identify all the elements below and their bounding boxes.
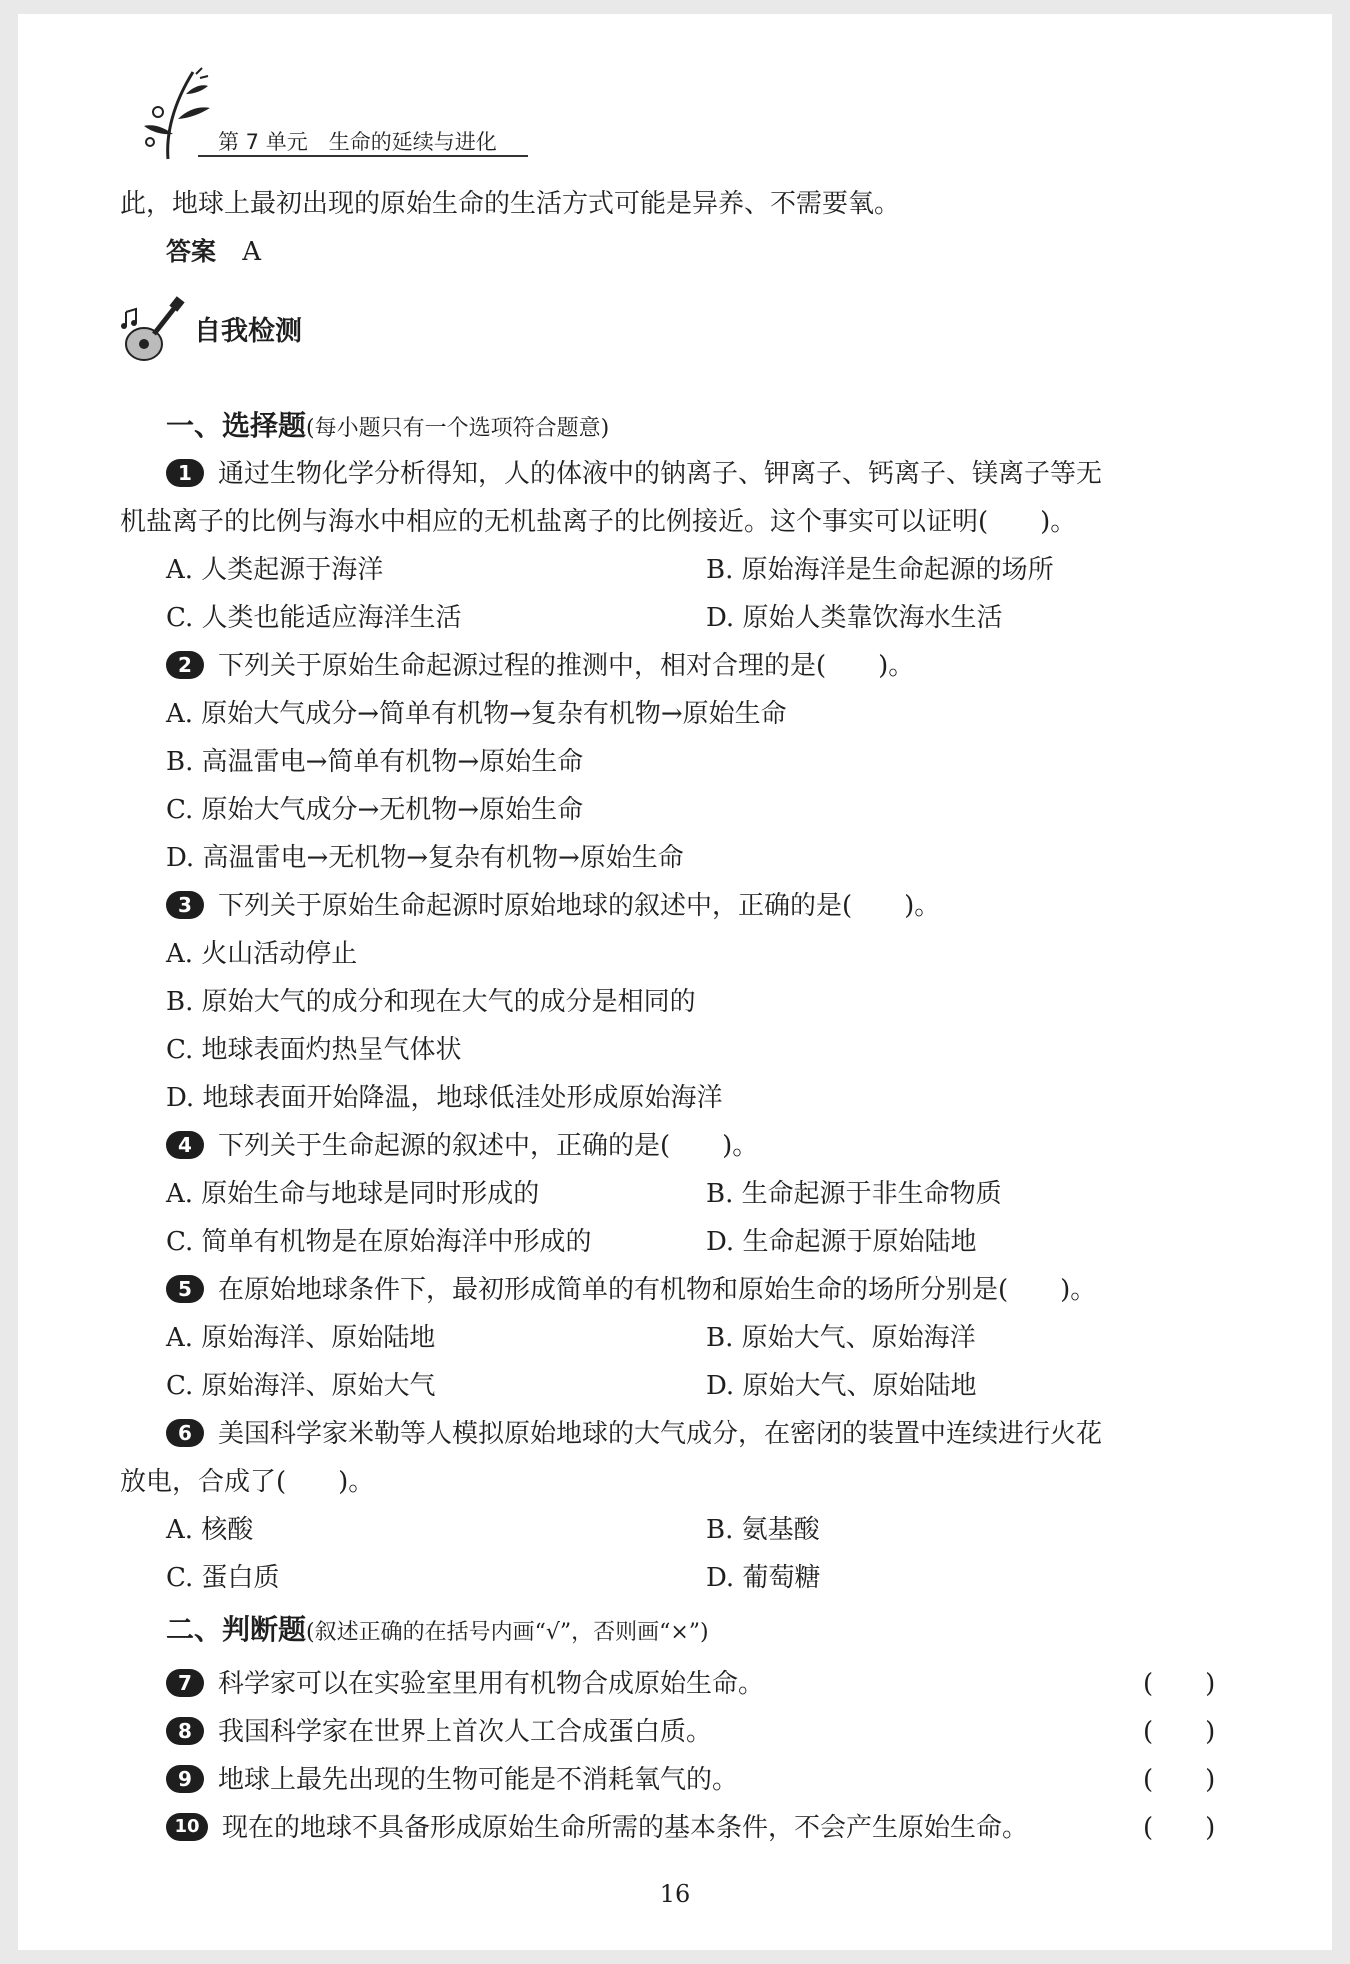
- unit-title: 生命的延续与进化: [328, 130, 497, 154]
- question-text: 通过生物化学分析得知，人的体液中的钠离子、钾离子、钙离子、镁离子等无: [218, 459, 1103, 489]
- option: A. 核酸: [166, 1515, 254, 1545]
- option: C. 地球表面灼热呈气体状: [166, 1035, 462, 1065]
- judgment-text: 地球上最先出现的生物可能是不消耗氧气的。: [218, 1765, 739, 1795]
- part1-heading: [166, 402, 609, 454]
- question-number-badge: 5: [166, 1275, 204, 1303]
- question-4: [166, 1122, 758, 1170]
- answer-blank[interactable]: ( ): [1143, 1669, 1216, 1699]
- question-number-badge: 8: [166, 1717, 204, 1745]
- part1-note: (每小题只有一个选项符合题意): [306, 416, 610, 441]
- judgment-10: [166, 1804, 1028, 1852]
- question-text: 美国科学家米勒等人模拟原始地球的大气成分，在密闭的装置中连续进行火花: [218, 1419, 1103, 1449]
- unit-label: 第 7 单元: [218, 130, 308, 154]
- option: B. 氨基酸: [706, 1515, 820, 1545]
- question-number-badge: 10: [166, 1813, 208, 1841]
- part2-note: (叙述正确的在括号内画“√”，否则画“×”): [306, 1620, 709, 1645]
- option: C. 蛋白质: [166, 1563, 280, 1593]
- answer-blank[interactable]: ( ): [1143, 1813, 1216, 1843]
- option: B. 原始海洋是生命起源的场所: [706, 555, 1054, 585]
- question-text: 下列关于原始生命起源时原始地球的叙述中，正确的是( )。: [218, 891, 941, 921]
- option: A. 原始生命与地球是同时形成的: [166, 1179, 540, 1209]
- option: A. 原始大气成分→简单有机物→复杂有机物→原始生命: [166, 699, 787, 729]
- question-number-badge: 1: [166, 459, 204, 487]
- option: A. 原始海洋、原始陆地: [166, 1323, 436, 1353]
- question-5: [166, 1266, 1096, 1314]
- question-text: 下列关于生命起源的叙述中，正确的是( )。: [218, 1131, 759, 1161]
- option: D. 地球表面开始降温，地球低洼处形成原始海洋: [166, 1083, 723, 1113]
- answer-blank[interactable]: ( ): [1143, 1765, 1216, 1795]
- answer-line: [166, 228, 261, 276]
- question-text: 下列关于原始生命起源过程的推测中，相对合理的是( )。: [218, 651, 915, 681]
- question-number-badge: 4: [166, 1131, 204, 1159]
- question-text-cont: 放电，合成了( )。: [120, 1467, 375, 1497]
- option: D. 原始大气、原始陆地: [706, 1371, 977, 1401]
- part2-heading: [166, 1606, 709, 1658]
- answer-value: A: [242, 237, 262, 267]
- part2-title: 二、判断题: [166, 1613, 307, 1646]
- question-number-badge: 2: [166, 651, 204, 679]
- option: C. 人类也能适应海洋生活: [166, 603, 462, 633]
- question-number-badge: 9: [166, 1765, 204, 1793]
- option: D. 原始人类靠饮海水生活: [706, 603, 1003, 633]
- option: D. 生命起源于原始陆地: [706, 1227, 977, 1257]
- page: [18, 14, 1332, 1950]
- judgment-text: 现在的地球不具备形成原始生命所需的基本条件，不会产生原始生命。: [222, 1813, 1029, 1843]
- option: C. 原始海洋、原始大气: [166, 1371, 436, 1401]
- option: A. 人类起源于海洋: [166, 555, 384, 585]
- intro-text: 此，地球上最初出现的原始生命的生活方式可能是异养、不需要氧。: [120, 189, 901, 219]
- option: A. 火山活动停止: [166, 939, 358, 969]
- option: B. 高温雷电→简单有机物→原始生命: [166, 747, 584, 777]
- judgment-text: 我国科学家在世界上首次人工合成蛋白质。: [218, 1717, 713, 1747]
- option: B. 生命起源于非生命物质: [706, 1179, 1002, 1209]
- judgment-9: [166, 1756, 738, 1804]
- question-6: [166, 1410, 1102, 1458]
- running-header: [218, 126, 497, 156]
- answer-label: 答案: [166, 237, 217, 266]
- judgment-8: [166, 1708, 712, 1756]
- option: C. 简单有机物是在原始海洋中形成的: [166, 1227, 592, 1257]
- page-number: 16: [659, 1880, 691, 1908]
- option: D. 高温雷电→无机物→复杂有机物→原始生命: [166, 843, 684, 873]
- question-number-badge: 6: [166, 1419, 204, 1447]
- question-text: 在原始地球条件下，最初形成简单的有机物和原始生命的场所分别是( )。: [218, 1275, 1097, 1305]
- question-1: [166, 450, 1102, 498]
- option: D. 葡萄糖: [706, 1563, 821, 1593]
- question-2: [166, 642, 914, 690]
- header-divider: [198, 155, 528, 157]
- question-number-badge: 7: [166, 1669, 204, 1697]
- question-number-badge: 3: [166, 891, 204, 919]
- option: C. 原始大气成分→无机物→原始生命: [166, 795, 584, 825]
- part1-title: 一、选择题: [166, 409, 307, 442]
- flower-ornament-icon: [138, 64, 218, 164]
- judgment-text: 科学家可以在实验室里用有机物合成原始生命。: [218, 1669, 765, 1699]
- guitar-music-icon: [120, 294, 186, 368]
- judgment-7: [166, 1660, 764, 1708]
- section-title: 自我检测: [194, 316, 302, 347]
- question-3: [166, 882, 940, 930]
- option: B. 原始大气的成分和现在大气的成分是相同的: [166, 987, 696, 1017]
- answer-blank[interactable]: ( ): [1143, 1717, 1216, 1747]
- option: B. 原始大气、原始海洋: [706, 1323, 976, 1353]
- question-text-cont: 机盐离子的比例与海水中相应的无机盐离子的比例接近。这个事实可以证明( )。: [120, 507, 1077, 537]
